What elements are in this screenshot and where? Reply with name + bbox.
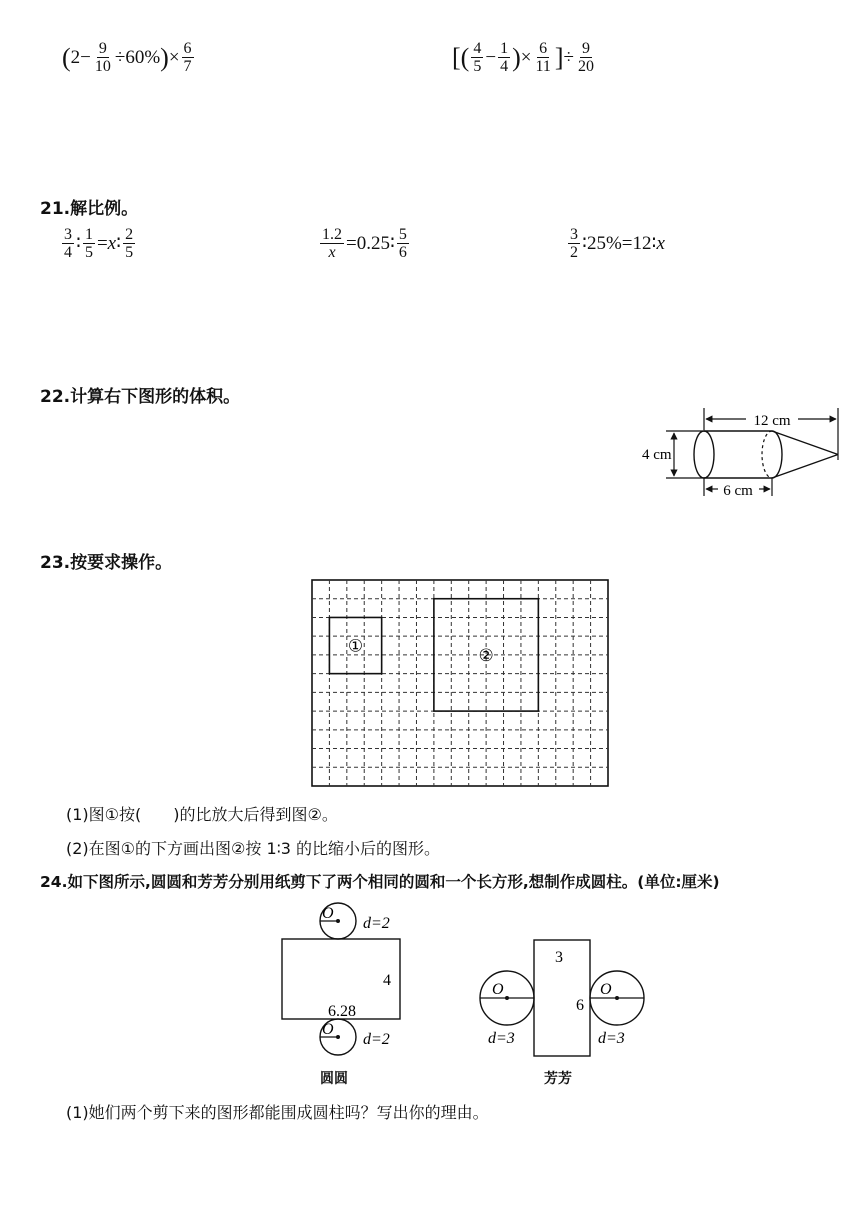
center-label: O bbox=[492, 981, 504, 998]
fangfang-caption: 芳芳 bbox=[544, 1071, 572, 1087]
figure-1-label: ① bbox=[347, 636, 364, 656]
denominator: 2 bbox=[570, 244, 578, 261]
question-23-title: 23.按要求操作。 bbox=[40, 553, 173, 573]
rect-length-label: 6.28 bbox=[328, 1003, 356, 1020]
numerator: 6 bbox=[539, 40, 548, 57]
variable-x: x bbox=[107, 232, 117, 254]
expr-text: ÷60% bbox=[114, 46, 161, 68]
diameter-bottom-label: d=2 bbox=[363, 1031, 390, 1048]
fraction bbox=[123, 226, 135, 261]
fraction bbox=[397, 226, 409, 261]
question-21-title: 21.解比例。 bbox=[40, 199, 139, 219]
question-23-sub-1: (1)图①按( )的比放大后得到图②。 bbox=[66, 805, 338, 824]
denominator: 11 bbox=[535, 58, 551, 75]
operator: − bbox=[485, 46, 497, 68]
operator: × bbox=[168, 46, 180, 68]
numerator: 5 bbox=[398, 226, 407, 243]
paren-close: ) bbox=[512, 42, 521, 72]
grid-lines bbox=[312, 580, 608, 786]
fraction bbox=[533, 40, 552, 75]
fraction bbox=[320, 226, 344, 261]
diameter-right-label: d=3 bbox=[598, 1030, 625, 1047]
numerator: 9 bbox=[581, 40, 590, 57]
figure-2-label: ② bbox=[478, 645, 494, 665]
bracket-close: ] bbox=[554, 42, 564, 72]
expr-text: ∶25%=12∶ bbox=[582, 233, 657, 254]
operator: × bbox=[520, 46, 532, 68]
numerator: 3 bbox=[64, 226, 72, 243]
numerator: 1 bbox=[84, 226, 93, 243]
center-label: O bbox=[322, 905, 334, 922]
grid-figure bbox=[310, 578, 610, 788]
dimension-diameter-label: 4 cm bbox=[642, 447, 672, 463]
denominator: 6 bbox=[398, 244, 407, 261]
proportion-3 bbox=[566, 226, 665, 261]
denominator: x bbox=[328, 244, 336, 261]
question-24-title: 24.如下图所示,圆圆和芳芳分别用纸剪下了两个相同的圆和一个长方形,想制作成圆柱。(单位:厘米) bbox=[40, 873, 720, 891]
equals-sign: = bbox=[96, 232, 108, 254]
grid-frame bbox=[312, 580, 608, 786]
denominator: 20 bbox=[577, 58, 594, 75]
proportion-1 bbox=[60, 226, 137, 261]
numerator: 2 bbox=[125, 226, 134, 243]
numerator: 3 bbox=[570, 226, 578, 243]
fraction bbox=[62, 226, 74, 261]
question-24-sub-1: (1)她们两个剪下来的图形都能围成圆柱吗？写出你的理由。 bbox=[66, 1103, 489, 1122]
center-label: O bbox=[600, 981, 612, 998]
denominator: 5 bbox=[125, 244, 134, 261]
ratio-colon: ∶ bbox=[116, 233, 122, 254]
fangfang-figure bbox=[470, 930, 660, 1070]
ratio-colon: ∶ bbox=[76, 233, 81, 254]
denominator: 10 bbox=[94, 58, 111, 75]
expr-text: =0.25∶ bbox=[346, 233, 395, 254]
question-23-sub-2: (2)在图①的下方画出图②按 1∶3 的比缩小后的图形。 bbox=[66, 839, 441, 858]
fraction bbox=[182, 40, 194, 75]
expr-text: 2− bbox=[70, 46, 91, 68]
rect-width-label: 3 bbox=[555, 949, 563, 966]
paren-open: ( bbox=[62, 42, 71, 72]
denominator: 5 bbox=[473, 58, 482, 75]
question-22-title: 22.计算右下图形的体积。 bbox=[40, 387, 241, 407]
yuanyuan-figure bbox=[270, 898, 420, 1088]
numerator: 9 bbox=[98, 40, 107, 57]
fraction bbox=[568, 226, 580, 261]
denominator: 7 bbox=[183, 58, 192, 75]
proportion-2 bbox=[318, 226, 411, 261]
bracket-open: [ bbox=[452, 42, 461, 72]
fraction bbox=[93, 40, 113, 75]
rect-height-label: 6 bbox=[576, 997, 584, 1014]
variable-x: x bbox=[656, 232, 665, 254]
diameter-top-label: d=2 bbox=[363, 915, 390, 932]
yuanyuan-caption: 圆圆 bbox=[320, 1071, 348, 1087]
fraction bbox=[83, 226, 95, 261]
denominator: 4 bbox=[64, 244, 72, 261]
numerator: 6 bbox=[183, 40, 192, 57]
expression-20b bbox=[452, 40, 598, 75]
paren-open: ( bbox=[460, 42, 470, 72]
fraction bbox=[498, 40, 510, 75]
dimension-cylinder-label: 6 cm bbox=[723, 483, 753, 499]
rect-height-label: 4 bbox=[383, 972, 391, 989]
paren-close: ) bbox=[160, 42, 169, 72]
diameter-left-label: d=3 bbox=[488, 1030, 515, 1047]
dimension-total-label: 12 cm bbox=[753, 413, 791, 429]
fraction bbox=[576, 40, 596, 75]
numerator: 4 bbox=[473, 40, 482, 57]
denominator: 5 bbox=[84, 244, 93, 261]
fraction bbox=[471, 40, 483, 75]
denominator: 4 bbox=[500, 58, 509, 75]
operator: ÷ bbox=[563, 46, 574, 68]
numerator: 1 bbox=[500, 40, 509, 57]
cylinder-cone-figure bbox=[638, 400, 848, 505]
expression-20a bbox=[62, 40, 196, 75]
numerator: 1.2 bbox=[322, 226, 342, 243]
center-label: O bbox=[322, 1021, 334, 1038]
